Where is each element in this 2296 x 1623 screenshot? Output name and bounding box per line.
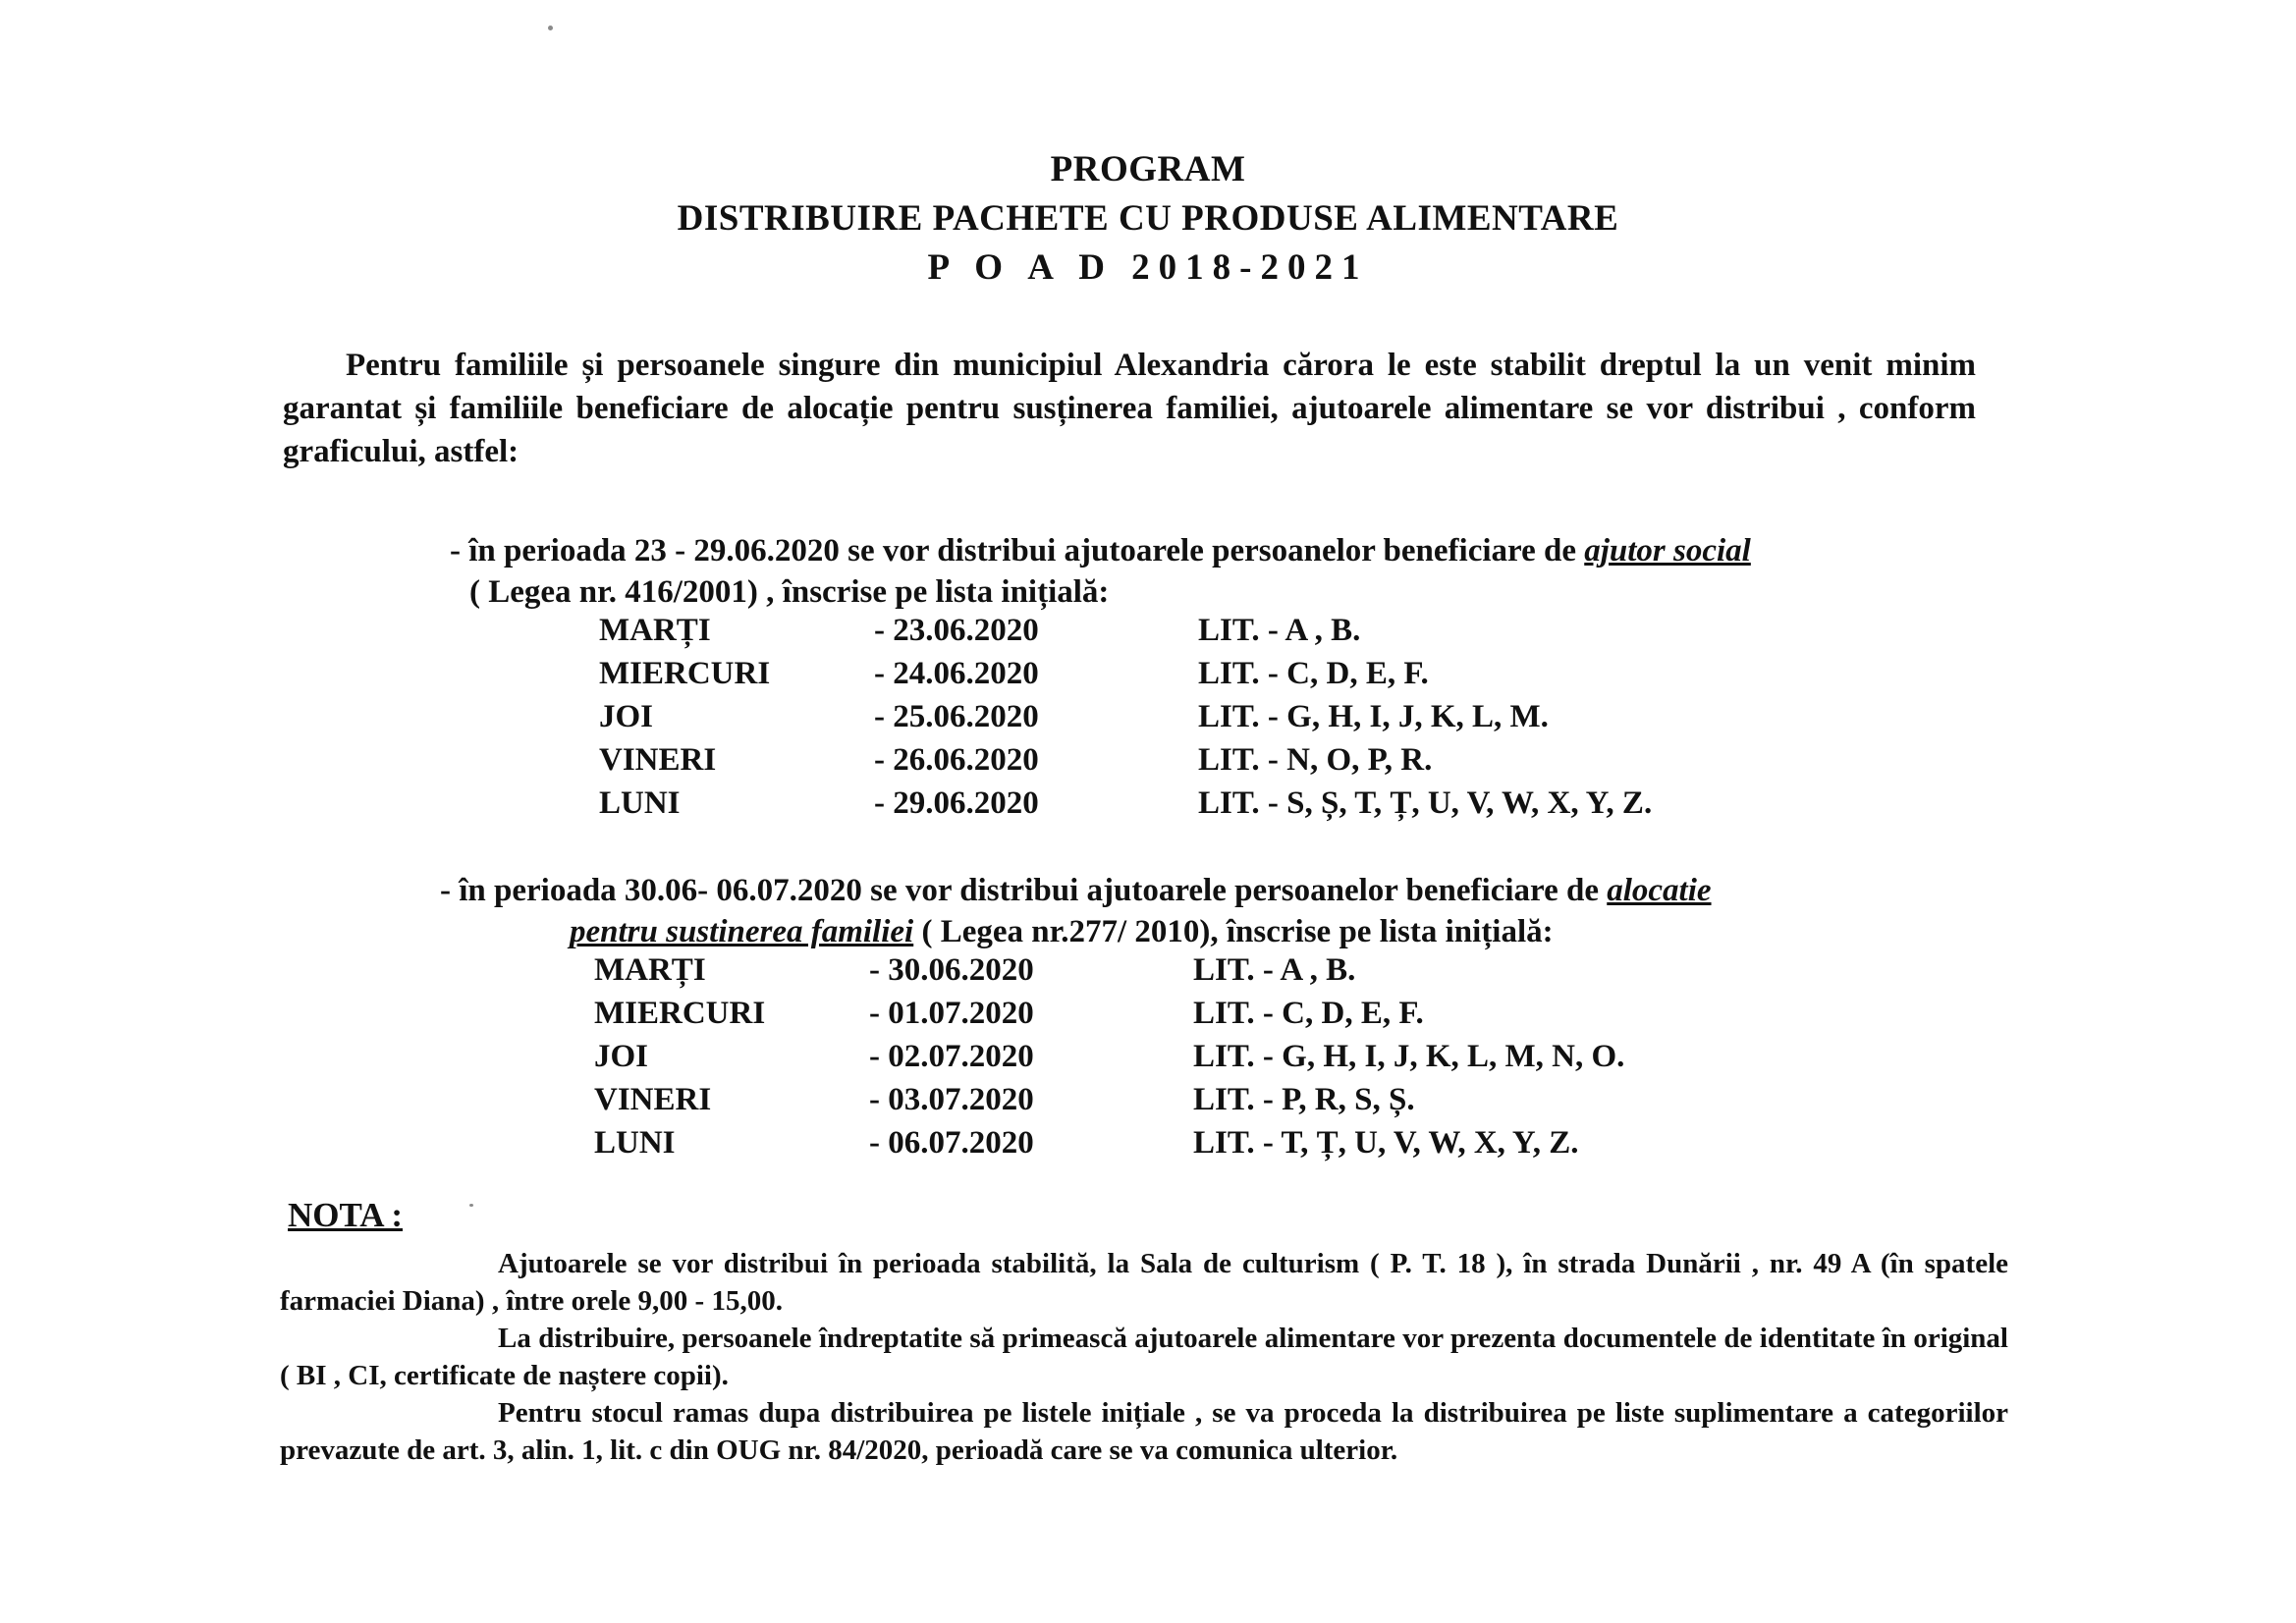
nota-paragraph-2 — [280, 1320, 2008, 1394]
schedule-letters: LIT. - G, H, I, J, K, L, M. — [1198, 699, 1549, 734]
schedule-letters: LIT. - N, O, P, R. — [1198, 742, 1433, 778]
schedule-date: - 24.06.2020 — [874, 656, 1039, 691]
period-2-line-1 — [440, 870, 1712, 911]
schedule-letters: LIT. - T, Ț, U, V, W, X, Y, Z. — [1193, 1125, 1579, 1161]
schedule-row — [599, 738, 1876, 782]
schedule-row — [594, 948, 1871, 992]
period-1-prefix: - în perioada 23 - 29.06.2020 se vor distribui ajutoarele persoanelor beneficiare de — [450, 533, 1585, 568]
schedule-date: - 26.06.2020 — [874, 742, 1039, 778]
schedule-row — [599, 782, 1876, 825]
nota-text-3: Pentru stocul ramas dupa distribuirea pe listele inițiale , se va proceda la distribuirea pe liste suplimentare a categoriilor prevazute de art. 3, alin. 1, lit. c din OUG nr. 84/2020, perioadă care se va comunica ulterior. — [280, 1397, 2008, 1466]
period-1-line-2: ( Legea nr. 416/2001) , înscrise pe lista inițială: — [469, 574, 1110, 610]
schedule-date: - 25.06.2020 — [874, 699, 1039, 734]
schedule-row — [599, 695, 1876, 738]
nota-text-2: La distribuire, persoanele îndreptatite să primească ajutoarele alimentare vor prezenta documentele de identitate în original ( BI , CI, certificate de naștere copii). — [280, 1323, 2008, 1391]
period-1-emphasis: ajutor social — [1584, 533, 1751, 568]
schedule-day: VINERI — [594, 1082, 712, 1117]
nota-heading: NOTA : — [288, 1196, 403, 1234]
period-1-line-1 — [450, 530, 1751, 571]
period-1-schedule — [599, 609, 1876, 825]
nota-paragraphs — [280, 1245, 2008, 1469]
schedule-row — [594, 992, 1871, 1035]
nota-paragraph-1 — [280, 1245, 2008, 1320]
schedule-letters: LIT. - S, Ș, T, Ț, U, V, W, X, Y, Z. — [1198, 785, 1653, 821]
schedule-row — [594, 1035, 1871, 1078]
schedule-letters: LIT. - C, D, E, F. — [1193, 996, 1424, 1031]
schedule-date: - 23.06.2020 — [874, 613, 1039, 648]
schedule-day: MARȚI — [594, 952, 706, 988]
schedule-row — [599, 652, 1876, 695]
nota-paragraph-3 — [280, 1394, 2008, 1469]
period-2-line-2 — [570, 911, 1554, 952]
schedule-date: - 03.07.2020 — [869, 1082, 1034, 1117]
title-line-3: P O A D 2018-2021 — [927, 247, 1369, 288]
schedule-date: - 02.07.2020 — [869, 1039, 1034, 1074]
period-2-schedule — [594, 948, 1871, 1164]
schedule-letters: LIT. - G, H, I, J, K, L, M, N, O. — [1193, 1039, 1625, 1074]
title-line-1: PROGRAM — [1050, 149, 1246, 189]
schedule-day: LUNI — [594, 1125, 676, 1161]
scan-speck — [548, 26, 553, 30]
schedule-day: LUNI — [599, 785, 681, 821]
schedule-letters: LIT. - A , B. — [1198, 613, 1361, 648]
schedule-day: MARȚI — [599, 613, 711, 648]
period-2-emphasis-2: pentru sustinerea familiei — [570, 914, 914, 949]
intro-paragraph — [283, 344, 1976, 473]
nota-text-1: Ajutoarele se vor distribui în perioada stabilită, la Sala de culturism ( P. T. 18 ), în strada Dunării , nr. 49 A (în spatele farmaciei Diana) , între orele 9,00 - 15,00. — [280, 1248, 2008, 1317]
schedule-row — [594, 1121, 1871, 1164]
schedule-day: VINERI — [599, 742, 717, 778]
schedule-day: MIERCURI — [599, 656, 771, 691]
schedule-letters: LIT. - A , B. — [1193, 952, 1356, 988]
schedule-letters: LIT. - P, R, S, Ș. — [1193, 1082, 1415, 1117]
schedule-day: JOI — [594, 1039, 649, 1074]
scan-speck — [469, 1204, 473, 1207]
schedule-date: - 29.06.2020 — [874, 785, 1039, 821]
period-2-emphasis: alocatie — [1607, 873, 1712, 908]
schedule-date: - 01.07.2020 — [869, 996, 1034, 1031]
schedule-date: - 06.07.2020 — [869, 1125, 1034, 1161]
schedule-day: MIERCURI — [594, 996, 766, 1031]
title-line-2: DISTRIBUIRE PACHETE CU PRODUSE ALIMENTARE — [677, 198, 1619, 239]
intro-text: Pentru familiile și persoanele singure din municipiul Alexandria cărora le este stabilit dreptul la un venit minim garantat și familiile beneficiare de alocație pentru susținerea familiei, ajutoarele alimentare se vor distribui , conform graficului, astfel: — [283, 348, 1976, 469]
schedule-date: - 30.06.2020 — [869, 952, 1034, 988]
document-title — [0, 145, 2296, 293]
period-2-prefix: - în perioada 30.06- 06.07.2020 se vor distribui ajutoarele persoanelor beneficiare de — [440, 873, 1608, 908]
schedule-day: JOI — [599, 699, 654, 734]
schedule-row — [594, 1078, 1871, 1121]
period-2-line-2-rest: ( Legea nr.277/ 2010), înscrise pe lista inițială: — [913, 914, 1554, 949]
schedule-letters: LIT. - C, D, E, F. — [1198, 656, 1429, 691]
schedule-row — [599, 609, 1876, 652]
